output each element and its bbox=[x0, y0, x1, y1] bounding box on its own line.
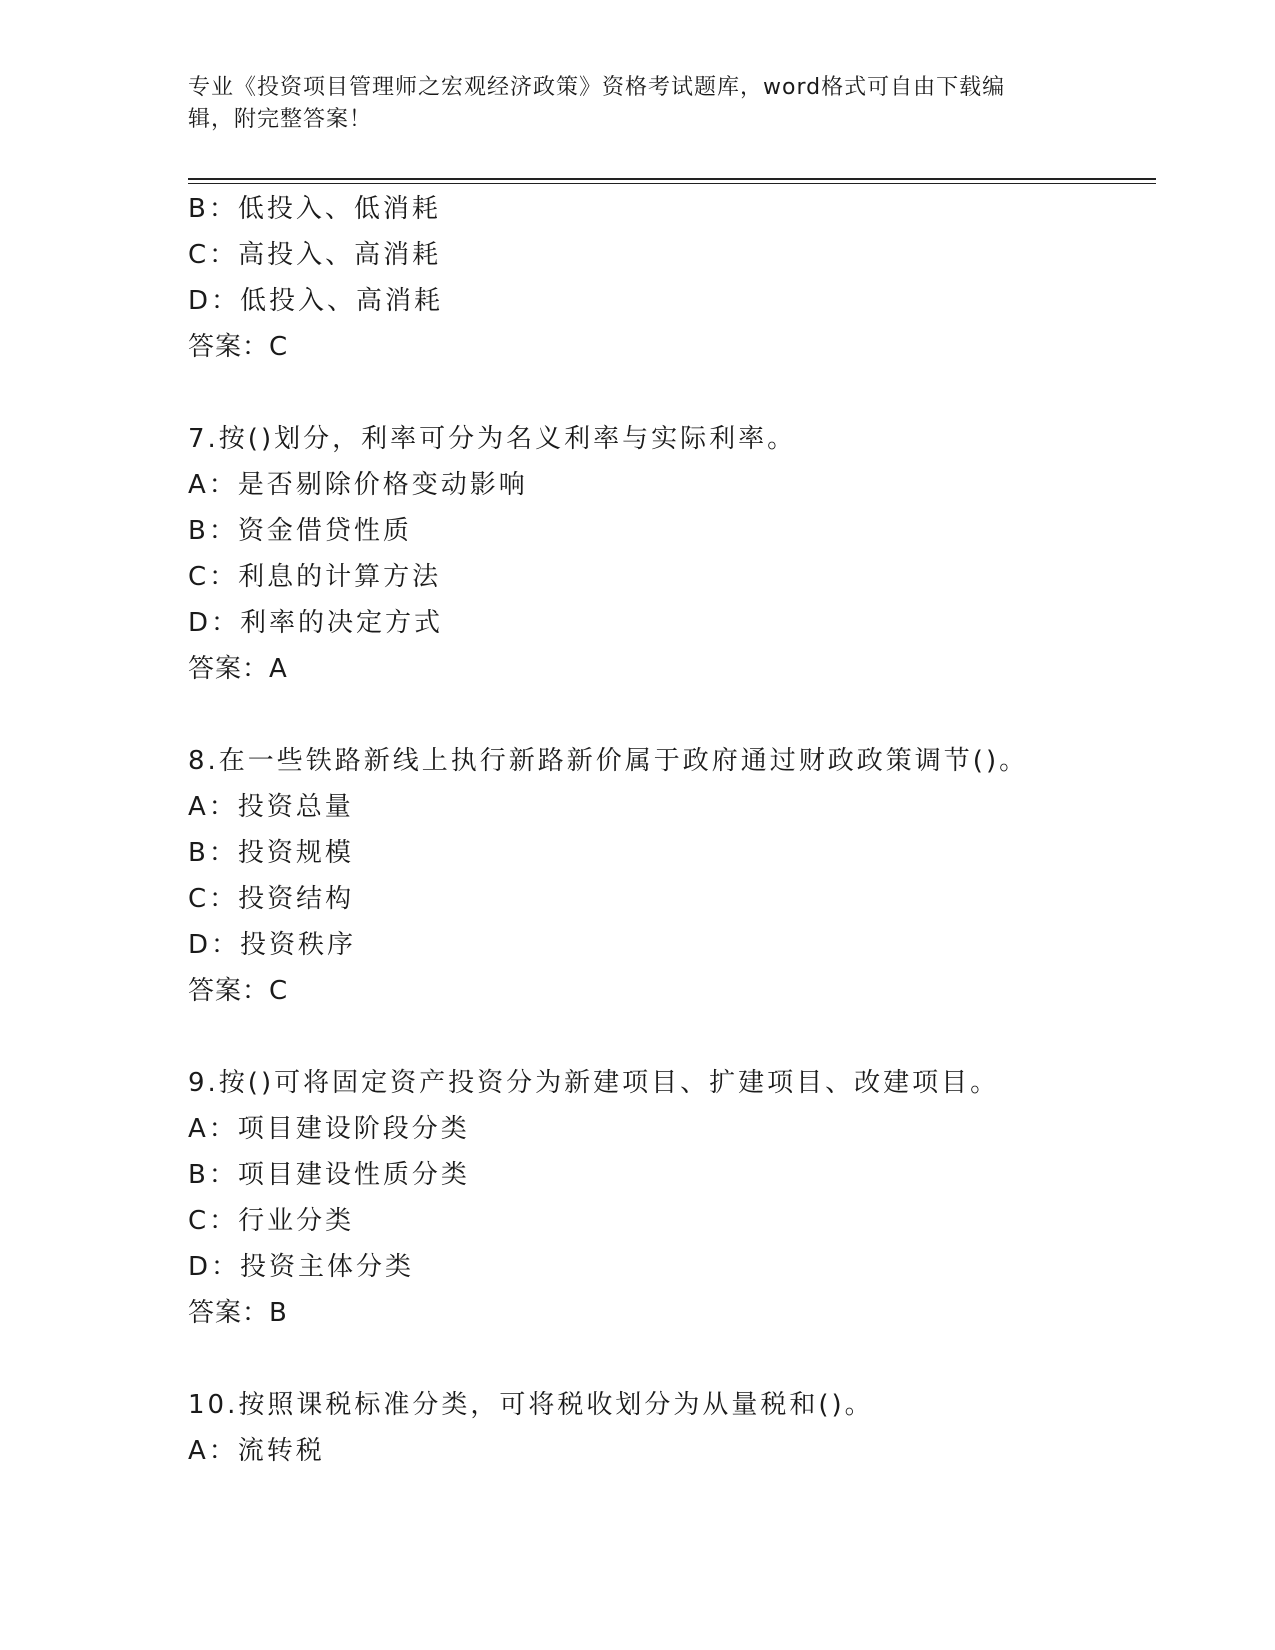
option-c: C：利息的计算方法 bbox=[188, 562, 442, 592]
spacer bbox=[188, 1336, 1156, 1382]
answer-label: 答案： bbox=[188, 654, 270, 684]
header-divider-thick bbox=[188, 178, 1156, 180]
spacer bbox=[188, 692, 1156, 738]
header-divider-thin bbox=[188, 183, 1156, 184]
option-c: C：投资结构 bbox=[188, 884, 355, 914]
answer-line bbox=[188, 646, 1156, 692]
answer-label: 答案： bbox=[188, 332, 270, 362]
option-b: B：低投入、低消耗 bbox=[188, 194, 441, 224]
option-d: D：低投入、高消耗 bbox=[188, 286, 444, 316]
answer-value: C bbox=[269, 976, 288, 1006]
option-d: D：投资秩序 bbox=[188, 930, 357, 960]
question-block-8 bbox=[188, 738, 1156, 1014]
option-d: D：利率的决定方式 bbox=[188, 608, 444, 638]
answer-line bbox=[188, 1290, 1156, 1336]
option-b: B：资金借贷性质 bbox=[188, 516, 412, 546]
option-a: A：项目建设阶段分类 bbox=[188, 1114, 470, 1144]
answer-value: B bbox=[269, 1298, 287, 1328]
question-block-7 bbox=[188, 416, 1156, 692]
question-stem: 7.按()划分，利率可分为名义利率与实际利率。 bbox=[188, 424, 797, 454]
answer-value: C bbox=[269, 332, 288, 362]
spacer bbox=[188, 1014, 1156, 1060]
option-a: A：流转税 bbox=[188, 1436, 325, 1466]
answer-value: A bbox=[269, 654, 287, 684]
question-stem: 10.按照课税标准分类，可将税收划分为从量税和()。 bbox=[188, 1390, 874, 1420]
question-block-9 bbox=[188, 1060, 1156, 1336]
answer-line bbox=[188, 968, 1156, 1014]
option-b: B：项目建设性质分类 bbox=[188, 1160, 470, 1190]
question-stem: 9.按()可将固定资产投资分为新建项目、扩建项目、改建项目。 bbox=[188, 1068, 1000, 1098]
option-a: A：投资总量 bbox=[188, 792, 354, 822]
option-b: B：投资规模 bbox=[188, 838, 354, 868]
question-list bbox=[188, 186, 1156, 1474]
question-stem: 8.在一些铁路新线上执行新路新价属于政府通过财政政策调节()。 bbox=[188, 746, 1029, 776]
answer-label: 答案： bbox=[188, 1298, 270, 1328]
answer-label: 答案： bbox=[188, 976, 270, 1006]
option-c: C：高投入、高消耗 bbox=[188, 240, 442, 270]
answer-line bbox=[188, 324, 1156, 370]
header-line-2: 辑，附完整答案！ bbox=[188, 107, 373, 132]
option-a: A：是否剔除价格变动影响 bbox=[188, 470, 528, 500]
option-c: C：行业分类 bbox=[188, 1206, 355, 1236]
option-d: D：投资主体分类 bbox=[188, 1252, 415, 1282]
question-block-10 bbox=[188, 1382, 1156, 1474]
document-header bbox=[188, 72, 1068, 136]
spacer bbox=[188, 370, 1156, 416]
header-line-1: 专业《投资项目管理师之宏观经济政策》资格考试题库，word格式可自由下载编 bbox=[188, 75, 1006, 100]
question-block-previous bbox=[188, 186, 1156, 370]
